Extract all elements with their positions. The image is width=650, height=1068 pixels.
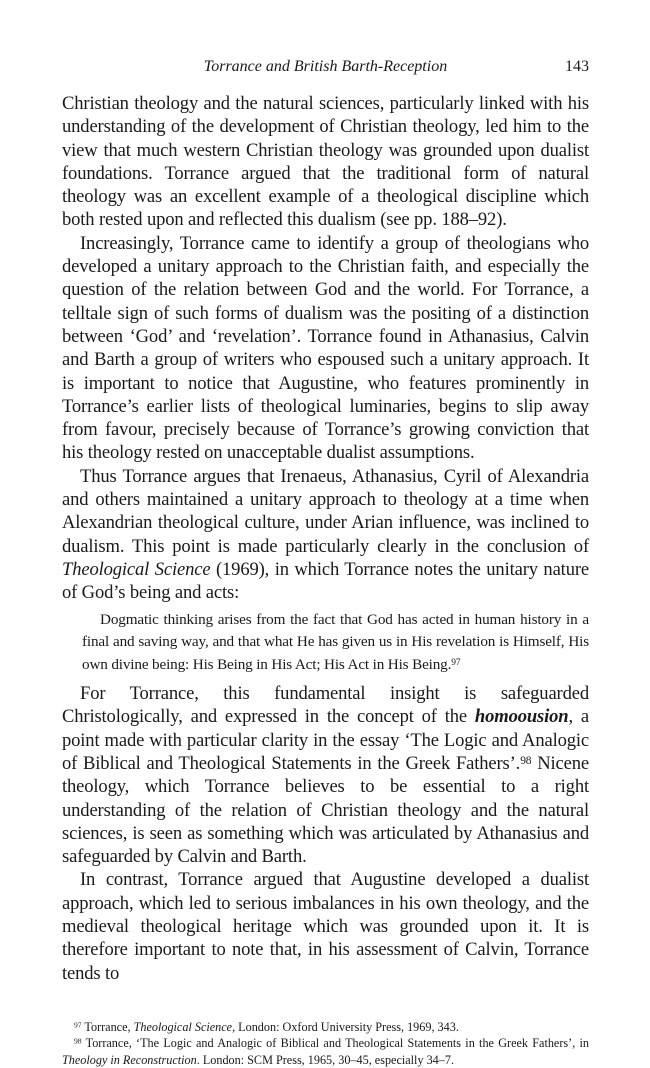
text-run: For Torrance, this fundamental insight is safeguarded Christologically, and expressed in the concept of the [62,683,589,728]
footnote-marker: 97 [74,1020,82,1030]
block-quote [82,609,589,677]
book-page [62,58,589,1068]
body-text [62,92,589,985]
paragraph [62,868,589,984]
paragraph [62,232,589,465]
emphasized-term: homoousion [474,706,569,728]
text-run: Nicene theology, which Torrance believes to be essential to a right understanding of the relation of Christian theology and the natural sciences, is seen as something which was articulated by Athanasius and safeguarded by Calvin and Barth. [62,752,589,868]
paragraph [62,682,589,868]
text-run: , London: Oxford University Press, 1969, 343. [232,1019,459,1034]
paragraph [62,465,589,605]
text-run: Thus Torrance argues that Irenaeus, Athanasius, Cyril of Alexandria and others maintained a unitary approach to theology at a time when Alexandrian theological culture, under Arian influence, was inclined to dualism. This point is made particularly clearly in the conclusion of [62,465,589,557]
footnote [62,1035,589,1068]
italic-text: Theological Science [133,1019,233,1034]
running-head [62,58,589,80]
text-run: . London: SCM Press, 1965, 30–45, especially 34–7. [196,1052,455,1067]
text-run: (1969), in which Torrance notes the unitary nature of God’s being and acts: [62,558,589,604]
text-run: Torrance, ‘The Logic and Analogic of Biblical and Theological Statements in the Greek Fathers’, in [81,1036,589,1051]
page-number: 143 [565,58,589,75]
text-run: , a point made with particular clarity in the essay ‘The Logic and Analogic of Biblical and Theological Statements in the Greek Fathers’. [62,706,590,774]
paragraphs-before-quote [62,92,589,605]
text-run: In contrast, Torrance argued that Augustine developed a dualist approach, which led to serious imbalances in his own theology, and the medieval theological heritage which was grounded upon it. It is therefore important to note that, in his assessment of Calvin, Torrance tends to [62,869,589,984]
italic-text: Theological Science [62,558,211,580]
text-run: Increasingly, Torrance came to identify a group of theologians who developed a unitary approach to the Christian faith, and especially the question of the relation between God and the world. For Torrance, a telltale sign of such forms of dualism was the positing of a distinction between ‘God’ and ‘revelation’. Torrance found in Athanasius, Calvin and Barth a group of writers who espoused such a unitary approach. It is important to notice that Augustine, who features prominently in Torrance’s earlier lists of theological luminaries, begins to slip away from favour, precisely because of Torrance’s growing conviction that his theology rested on unacceptable dualist assumptions. [62,232,589,464]
footnotes [62,1019,589,1068]
footnote [62,1019,589,1036]
paragraph [62,92,589,232]
footnote-marker: 98 [74,1037,82,1046]
paragraphs-after-quote [62,682,589,985]
footnote-marker: 97 [451,657,461,668]
footnote-marker: 98 [520,754,532,767]
text-run: Dogmatic thinking arises from the fact that God has acted in human history in a final and saving way, and that what He has given us in His revelation is Himself, His own divine being: His Being in His Act; His Act in His Being. [82,610,589,673]
quote-text [82,609,589,677]
text-run: Torrance, [81,1019,134,1034]
italic-text: Theology in Reconstruction [62,1052,197,1067]
running-head-title: Torrance and British Barth-Reception [203,58,448,75]
text-run: Christian theology and the natural sciences, particularly linked with his understanding of the development of Christian theology, led him to the view that much western Christian theology was grounded upon dualist foundations. Torrance argued that the traditional form of natural theology was an excellent example of a theological discipline which both rested upon and reflected this dualism (see pp. 188–92). [62,93,589,231]
